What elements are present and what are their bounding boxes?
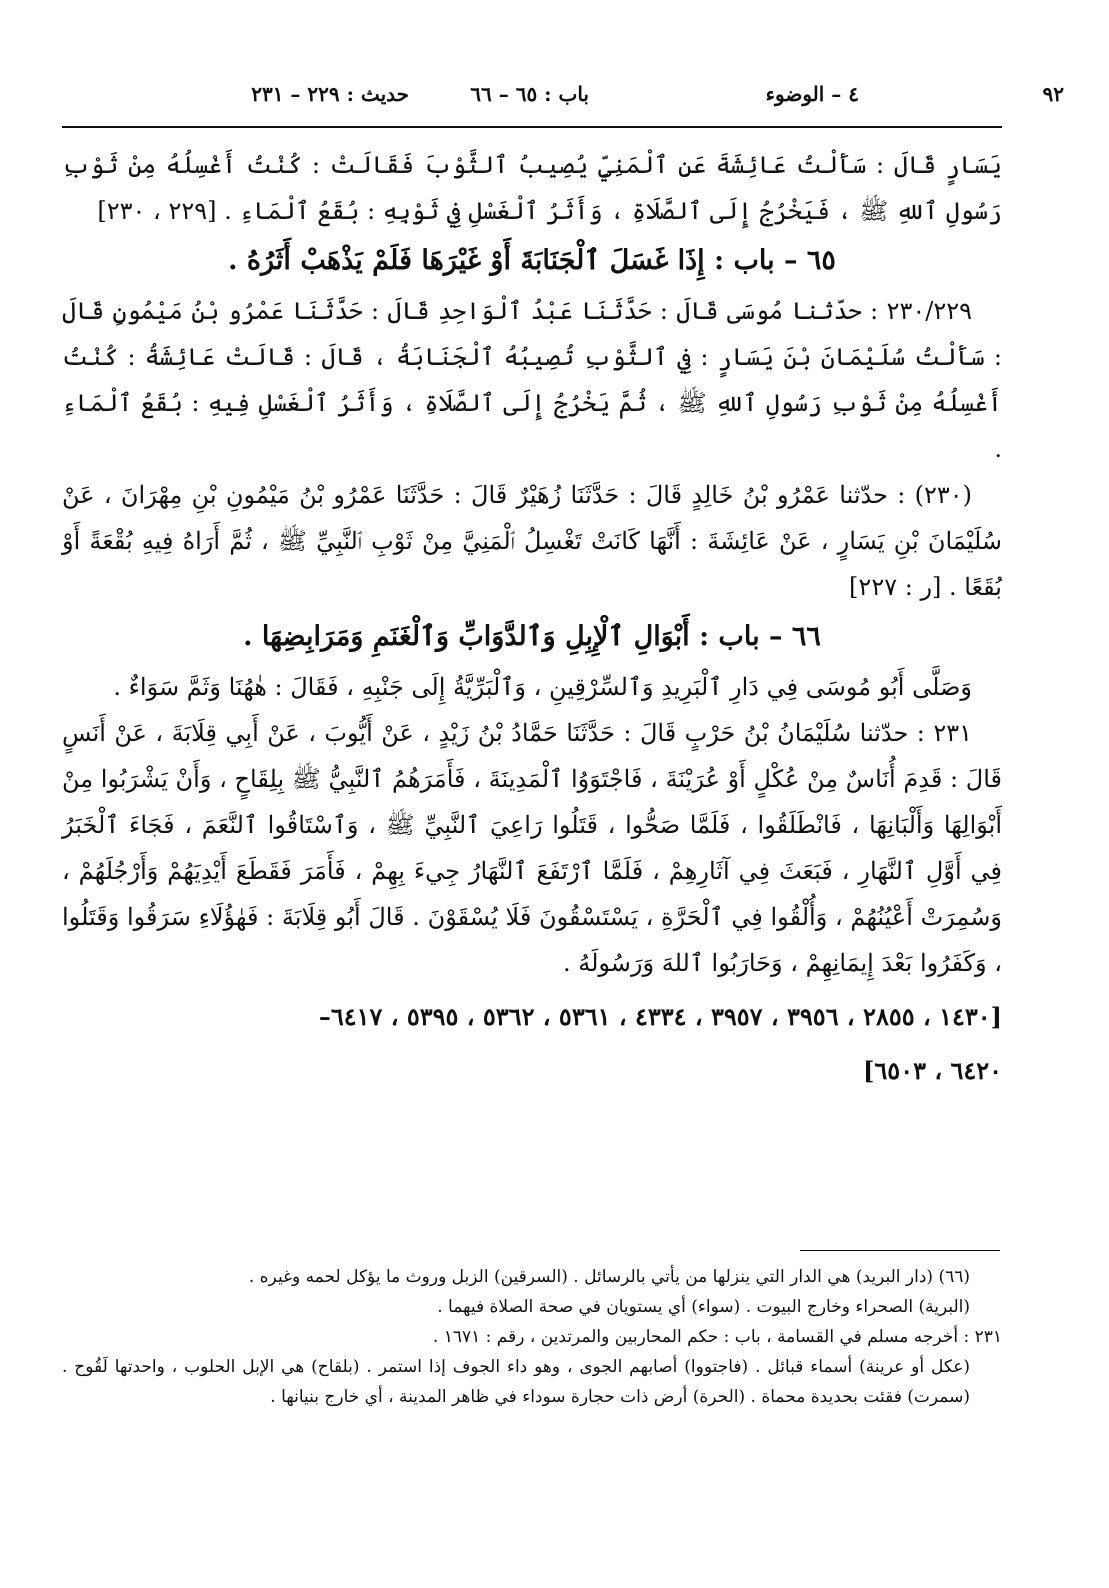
footnotes [62, 1262, 1002, 1412]
cross-references-line2: ٦٤٢٠ ، ٦٥٠٣] [863, 1056, 1002, 1085]
header-divider [62, 126, 1002, 128]
hadith-229-230: ٢٣٠/٢٢٩ : حدّثنا مُوسَى قَالَ : حَدَّثَنَا عَبْدُ ٱلْوَاحِدِ قَالَ : حَدَّثَنَا عَمْرُو بْنُ مَيْمُونٍ قَالَ : سَأَلْتُ سُلَيْمَانَ بْنَ يَسَارٍ : فِي ٱلثَّوْبِ تُصِيبُهُ ٱلْجَنَابَةُ ، قَالَ : قَالَتْ عَائِشَةُ : كُنْتُ أَغْسِلُهُ مِنْ ثَوْبِ رَسُولِ ٱللهِ ﷺ ، ثُمَّ يَخْرُجُ إِلَى ٱلصَّلَاةِ ، وَأَثَرُ ٱلْغَسْلِ فِيهِ : بُقَعُ ٱلْمَاءِ . [62, 297, 1002, 463]
page-number: ٩٢ [1042, 82, 1064, 106]
footnote-231: ٢٣١ : أخرجه مسلم في القسامة ، باب : حكم المحاربين والمرتدين ، رقم : ١٦٧١ . [432, 1327, 1002, 1347]
chapter-title: ٤ – الوضوء [765, 82, 859, 106]
paragraph-continuation: يَسَارٍ قَالَ : سَأَلْتُ عَائِشَةَ عَنِ ٱلْمَنِيِّ يُصِيبُ ٱلثَّوْبَ فَقَالَتْ : كُنْتُ أَغْسِلُهُ مِنْ ثَوْبِ رَسُولِ ٱللهِ ﷺ ، فَيَخْرُجُ إِلَى ٱلصَّلَاةِ ، وَأَثَرُ ٱلْغَسْلِ فِي ثَوْبِهِ : بُقَعُ ٱلْمَاءِ . [٢٢٩ ، ٢٣٠] [62, 151, 1002, 225]
page-header [190, 82, 1064, 122]
bab-range: باب : ٦٥ – ٦٦ [470, 82, 589, 106]
chapter-heading-66: ٦٦ – باب : أَبْوَالِ ٱلْإِبِلِ وَٱلدَّوَابِّ وَٱلْغَنَمِ وَمَرَابِضِهَا . [243, 621, 821, 652]
hadith-231: ٢٣١ : حدّثنا سُلَيْمَانُ بْنُ حَرْبٍ قَالَ : حَدَّثَنَا حَمَّادُ بْنُ زَيْدٍ ، عَنْ أَيُّوبَ ، عَنْ أَبِي قِلَابَةَ ، عَنْ أَنَسٍ قَالَ : قَدِمَ أُنَاسٌ مِنْ عُكْلٍ أَوْ عُرَيْنَةَ ، فَاجْتَوَوُا ٱلْمَدِينَةَ ، فَأَمَرَهُمُ ٱلنَّبِيُّ ﷺ بِلِقَاحٍ ، وَأَنْ يَشْرَبُوا مِنْ أَبْوَالِهَا وَأَلْبَانِهَا ، فَانْطَلَقُوا ، فَلَمَّا صَحُّوا ، قَتَلُوا رَاعِيَ ٱلنَّبِيِّ ﷺ ، وَٱسْتَاقُوا ٱلنَّعَمَ ، فَجَاءَ ٱلْخَبَرُ فِي أَوَّلِ ٱلنَّهَارِ ، فَبَعَثَ فِي آثَارِهِمْ ، فَلَمَّا ٱرْتَفَعَ ٱلنَّهَارُ جِيءَ بِهِمْ ، فَأَمَرَ فَقَطَعَ أَيْدِيَهُمْ وَأَرْجُلَهُمْ ، وَسُمِرَتْ أَعْيُنُهُمْ ، وَأُلْقُوا فِي ٱلْحَرَّةِ ، يَسْتَسْقُونَ فَلَا يُسْقَوْنَ . قَالَ أَبُو قِلَابَةَ : فَهٰؤُلَاءِ سَرَقُوا وَقَتَلُوا ، وَكَفَرُوا بَعْدَ إِيمَانِهِمْ ، وَحَارَبُوا ٱللهَ وَرَسُولَهُ . [62, 719, 1003, 977]
footnote-231-glossary: (عكل أو عرينة) أسماء قبائل . (فاجتووا) أصابهم الجوى ، وهو داء الجوف إذا استمر . (بلقاح) هي الإبل الحلوب ، واحدتها لَقُوح . (سمرت) فقئت بحديدة محماة . (الحرة) أرض ذات حجارة سوداء في ظاهر المدينة ، أي خارج بنيانها . [62, 1357, 970, 1407]
footnote-66-cont: (البرية) الصحراء وخارج البيوت . (سواء) أي يستويان في صحة الصلاة فيهما . [437, 1297, 970, 1317]
footnote-divider [800, 1250, 1000, 1251]
hadith-230: (٢٣٠) : حدّثنا عَمْرُو بْنُ خَالِدٍ قَالَ : حَدَّثَنَا زُهَيْرٌ قَالَ : حَدَّثَنَا عَمْرُو بْنُ مَيْمُونِ بْنِ مِهْرَانَ ، عَنْ سُلَيْمَانَ بْنِ يَسَارٍ ، عَنْ عَائِشَةَ : أَنَّهَا كَانَتْ تَغْسِلُ ٱلْمَنِيَّ مِنْ ثَوْبِ ٱلنَّبِيِّ ﷺ ، ثُمَّ أَرَاهُ فِيهِ بُقْعَةً أَوْ بُقَعًا . [ر : ٢٢٧] [62, 481, 1002, 601]
hadith-range: حديث : ٢٢٩ – ٢٣١ [251, 82, 409, 106]
main-text [62, 142, 1002, 1094]
mualaq-abu-musa: وَصَلَّى أَبُو مُوسَى فِي دَارِ ٱلْبَرِيدِ وَٱلسِّرْقِينِ ، وَٱلْبَرِّيَّةُ إِلَى جَنْبِهِ ، فَقَالَ : هٰهُنَا وَثَمَّ سَوَاءٌ . [113, 673, 972, 701]
cross-references-line1: [١٤٣٠ ، ٢٨٥٥ ، ٣٩٥٦ ، ٣٩٥٧ ، ٤٣٣٤ ، ٥٣٦١ ، ٥٣٦٢ ، ٥٣٩٥ ، ٦٤١٧– [318, 1002, 1002, 1031]
chapter-heading-65: ٦٥ – باب : إِذَا غَسَلَ ٱلْجَنَابَةَ أَوْ غَيْرَهَا فَلَمْ يَذْهَبْ أَثَرُهُ . [228, 245, 836, 276]
footnote-66: (٦٦) (دار البريد) هي الدار التي ينزلها من يأتي بالرسائل . (السرقين) الزبل وروث ما يؤكل لحمه وغيره . [248, 1267, 970, 1287]
